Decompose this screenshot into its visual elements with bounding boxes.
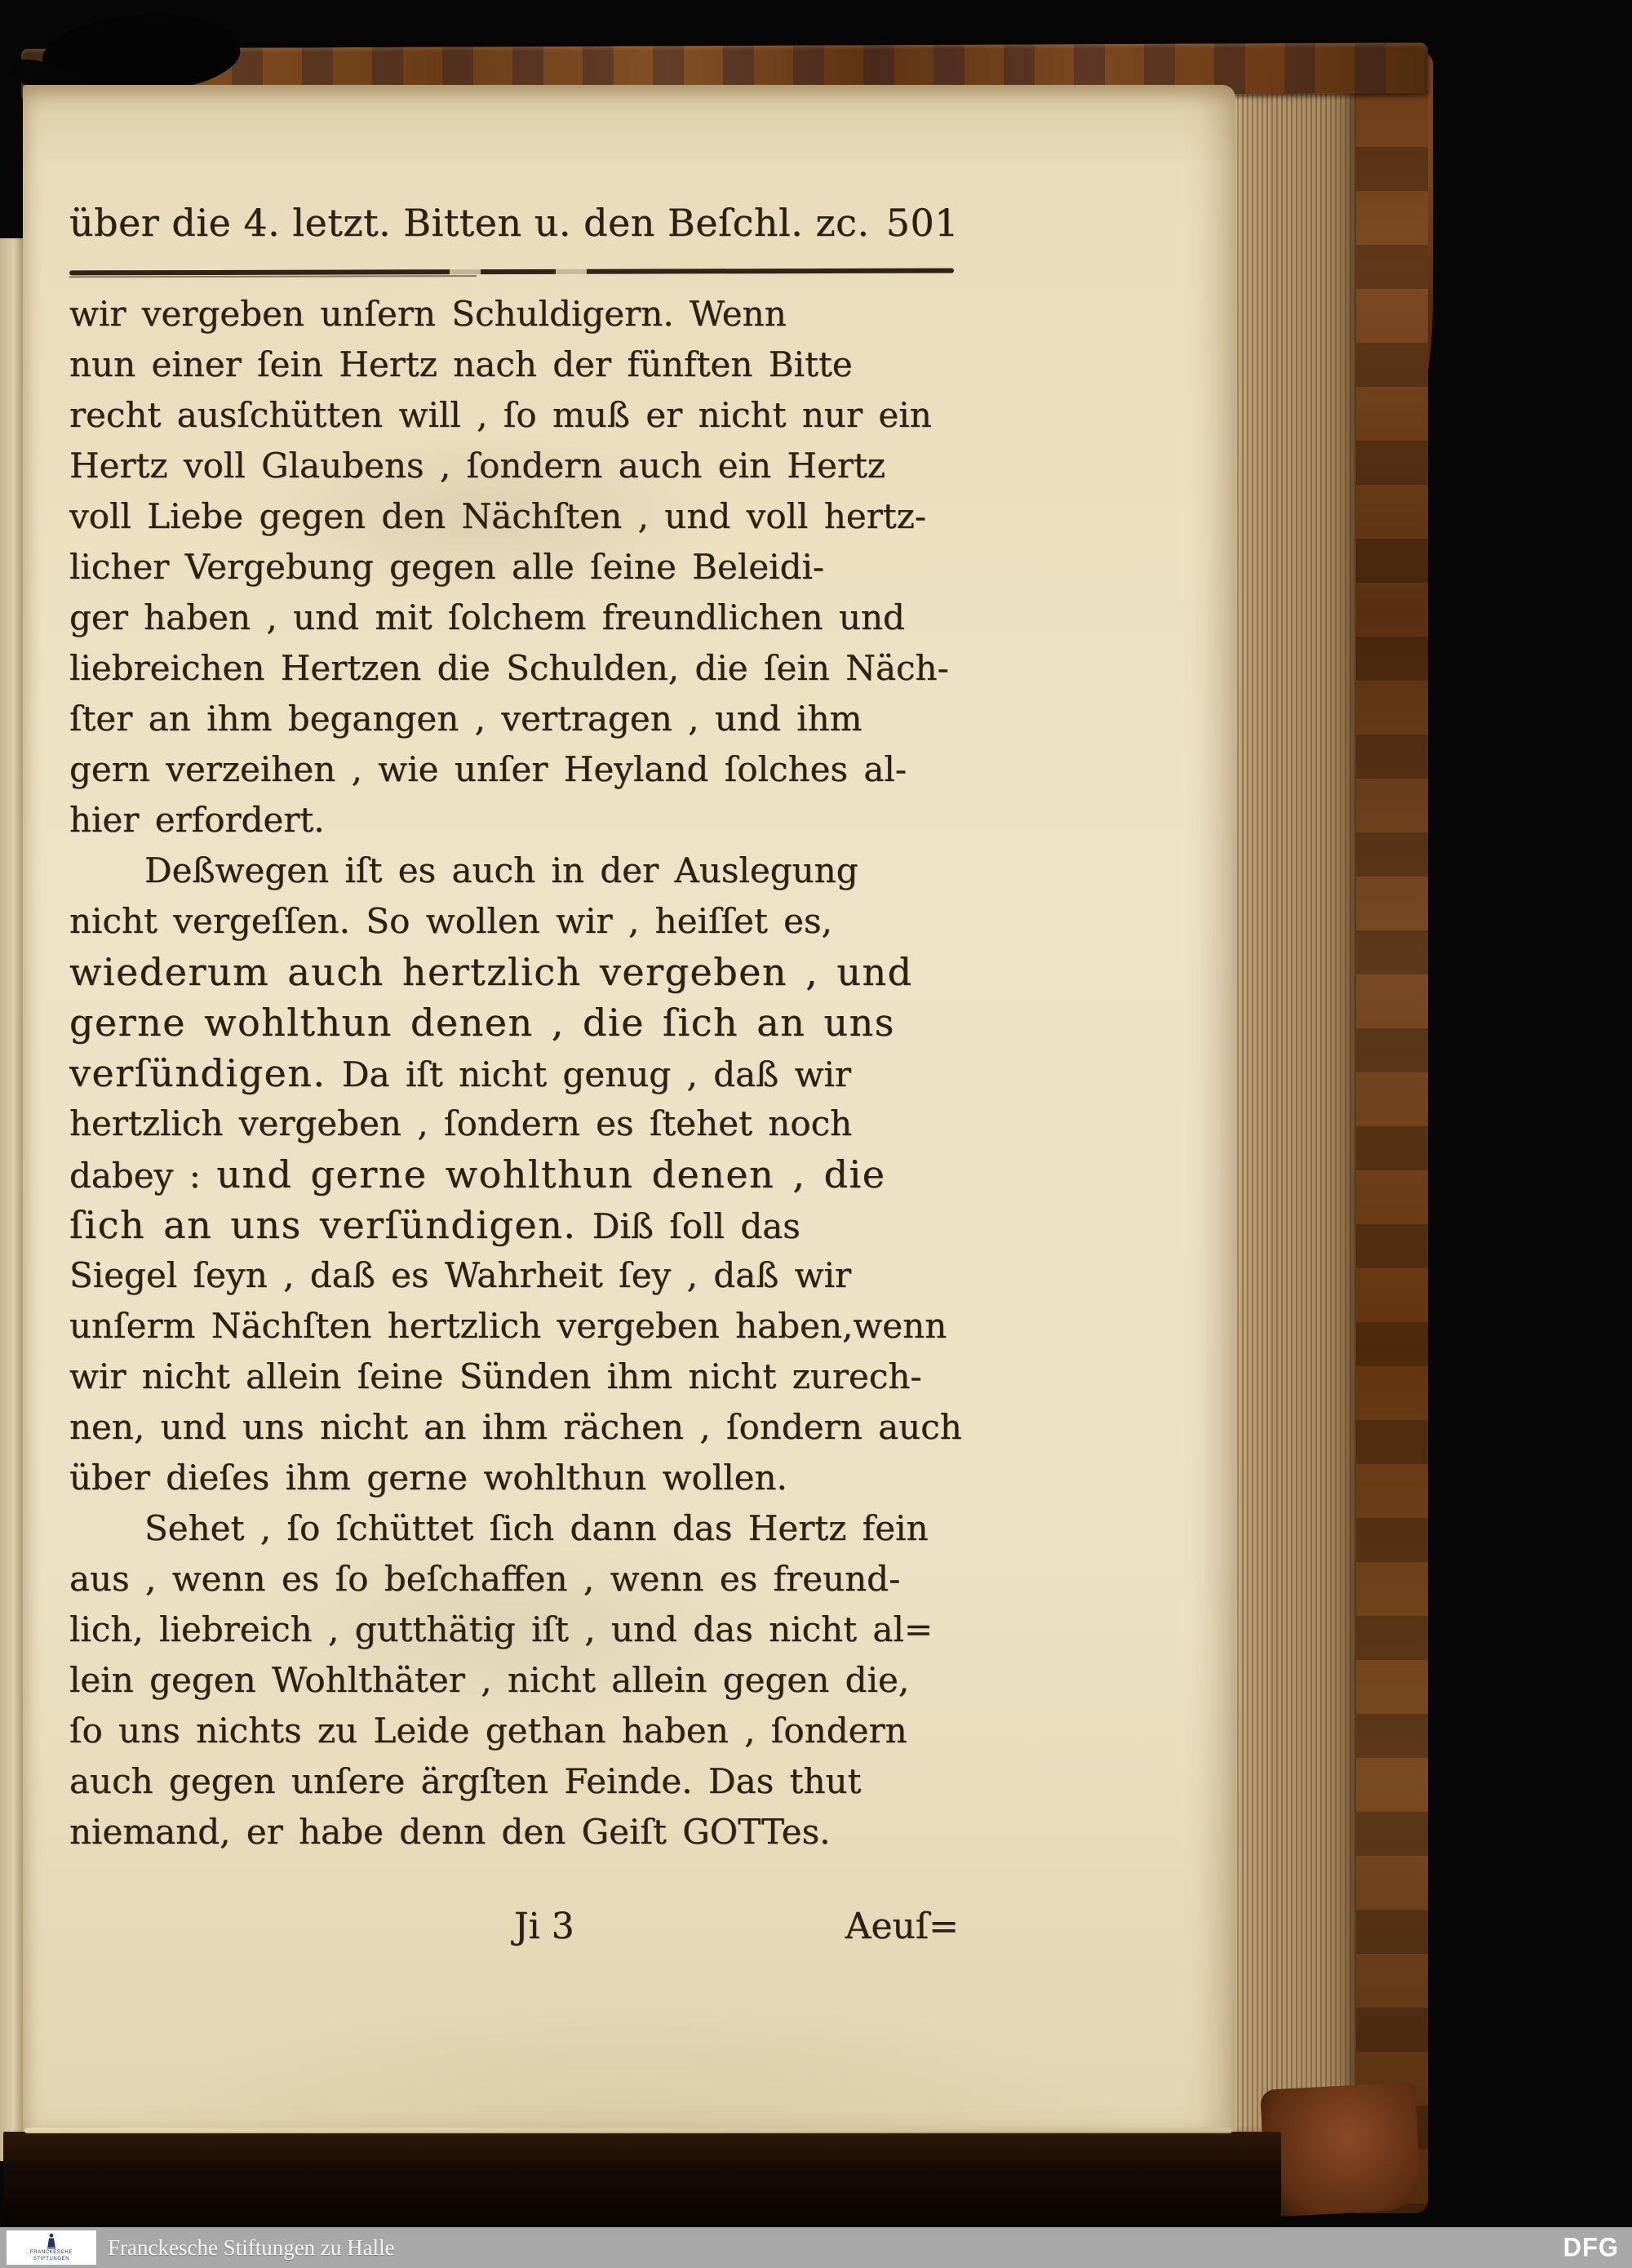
footer-bar [0,2227,1632,2268]
body-text: aus , wenn es ſo beſchaffen , wenn es freund- [69,1559,901,1599]
body-text: Sehet , ſo ſchüttet ſich dann das Hertz fein [144,1508,929,1548]
text-line [69,1807,967,1857]
body-text: lein gegen Wohlthäter , nicht allein gegen die, [69,1660,910,1700]
text-line [69,1655,967,1706]
statue-icon [43,2233,60,2249]
body-text: licher Vergebung gegen alle ſeine Beleidi- [69,547,825,587]
text-line [69,593,967,643]
body-text: wir nicht allein ſeine Sünden ihm nicht zurech- [69,1356,922,1396]
text-line [69,1756,967,1807]
body-text-block [69,289,967,1857]
text-line [69,1250,967,1301]
text-line [69,1453,967,1503]
body-text: hertzlich vergeben , ſondern es ſtehet noch [69,1103,853,1143]
logo-text-line1: FRANCKESCHE [30,2250,73,2255]
facing-page-edge [0,238,24,2161]
body-text: recht ausſchütten will , ſo muß er nicht nur ein [69,395,932,435]
header-rule [69,269,954,276]
body-text: wir vergeben unſern Schuldigern. Wenn [69,294,787,334]
body-text: über dieſes ihm gerne wohlthun wollen. [69,1458,787,1498]
body-text: Da iſt nicht genug , daß wir [326,1054,852,1094]
text-line [69,1503,967,1554]
body-text: auch gegen unſere ärgſten Feinde. Das thut [69,1761,862,1801]
body-text: voll Liebe gegen den Nächſten , und voll hertz- [69,496,927,536]
emphasized-text: gerne wohlthun denen , die ſich an uns [69,1001,895,1045]
text-line [69,542,967,593]
logo-text-line2: STIFTUNGEN [33,2257,70,2261]
body-text: ſter an ihm begangen , vertragen , und ihm [69,699,863,739]
text-line [69,643,967,694]
page-number: 501 [885,201,959,245]
text-line [69,694,967,744]
catchword: Aeuſ= [845,1906,959,1947]
body-text: ger haben , und mit ſolchem freundlichen und [69,597,905,637]
book-bottom-corner [1260,2082,1421,2217]
text-line [69,1200,967,1250]
body-text: lich, liebreich , gutthätig iſt , und das nicht al= [69,1609,934,1649]
text-line [69,947,967,997]
text-line [69,846,967,896]
text-line [69,441,967,491]
body-text: niemand, er habe denn den Geiſt GOTTes. [69,1812,831,1852]
text-line [69,1301,967,1351]
body-text: Diß ſoll das [576,1206,800,1246]
book-fore-edge-pages [1232,91,1356,2133]
text-line [69,491,967,542]
running-header [69,201,959,245]
text-line [69,795,967,846]
text-line [69,1048,967,1098]
body-text: Hertz voll Glaubens , ſondern auch ein Hertz [69,446,885,486]
text-line [69,289,967,340]
text-line [69,1706,967,1756]
book-bottom-edge [3,2132,1281,2238]
text-line [69,390,967,441]
emphasized-text: ſich an uns verſündigen. [69,1203,577,1247]
text-line [69,1098,967,1149]
body-text: nen, und uns nicht an ihm rächen , ſondern auch [69,1407,962,1447]
emphasized-text: wiederum auch hertzlich vergeben , und [69,950,913,994]
institution-name: Franckesche Stiftungen zu Halle [108,2235,395,2260]
body-text: liebreichen Hertzen die Schulden, die ſein Näch- [69,648,949,688]
book-cover-right-edge [1355,49,1428,2213]
body-text: hier erfordert. [69,800,325,840]
body-text: Deßwegen iſt es auch in der Auslegung [144,850,858,890]
text-line [69,1604,967,1655]
quire-signature: Ji 3 [514,1906,574,1947]
signature-row [69,1902,959,1952]
text-line [69,744,967,795]
body-text: nicht vergeſſen. So wollen wir , heiſſet es, [69,901,832,941]
body-text: nun einer ſein Hertz nach der fünften Bitte [69,344,853,384]
text-line [69,1402,967,1453]
running-title: über die 4. letzt. Bitten u. den Beſchl. zc. [69,201,870,245]
body-text: dabey : [69,1156,217,1196]
text-line [69,1149,967,1200]
franckesche-stiftungen-logo [7,2230,96,2265]
dfg-logo: DFG [1563,2232,1619,2262]
emphasized-text: und gerne wohlthun denen , die [216,1152,886,1196]
text-line [69,1554,967,1604]
body-text: gern verzeihen , wie unſer Heyland ſolches al- [69,749,907,789]
emphasized-text: verſündigen. [69,1051,326,1095]
body-text: Siegel ſeyn , daß es Wahrheit ſey , daß wir [69,1255,852,1295]
text-line [69,997,967,1048]
text-line [69,896,967,947]
body-text: unſerm Nächſten hertzlich vergeben haben,wenn [69,1306,947,1346]
text-line [69,340,967,390]
book-page [23,85,1235,2137]
body-text: ſo uns nichts zu Leide gethan haben , ſondern [69,1711,907,1751]
text-line [69,1351,967,1402]
